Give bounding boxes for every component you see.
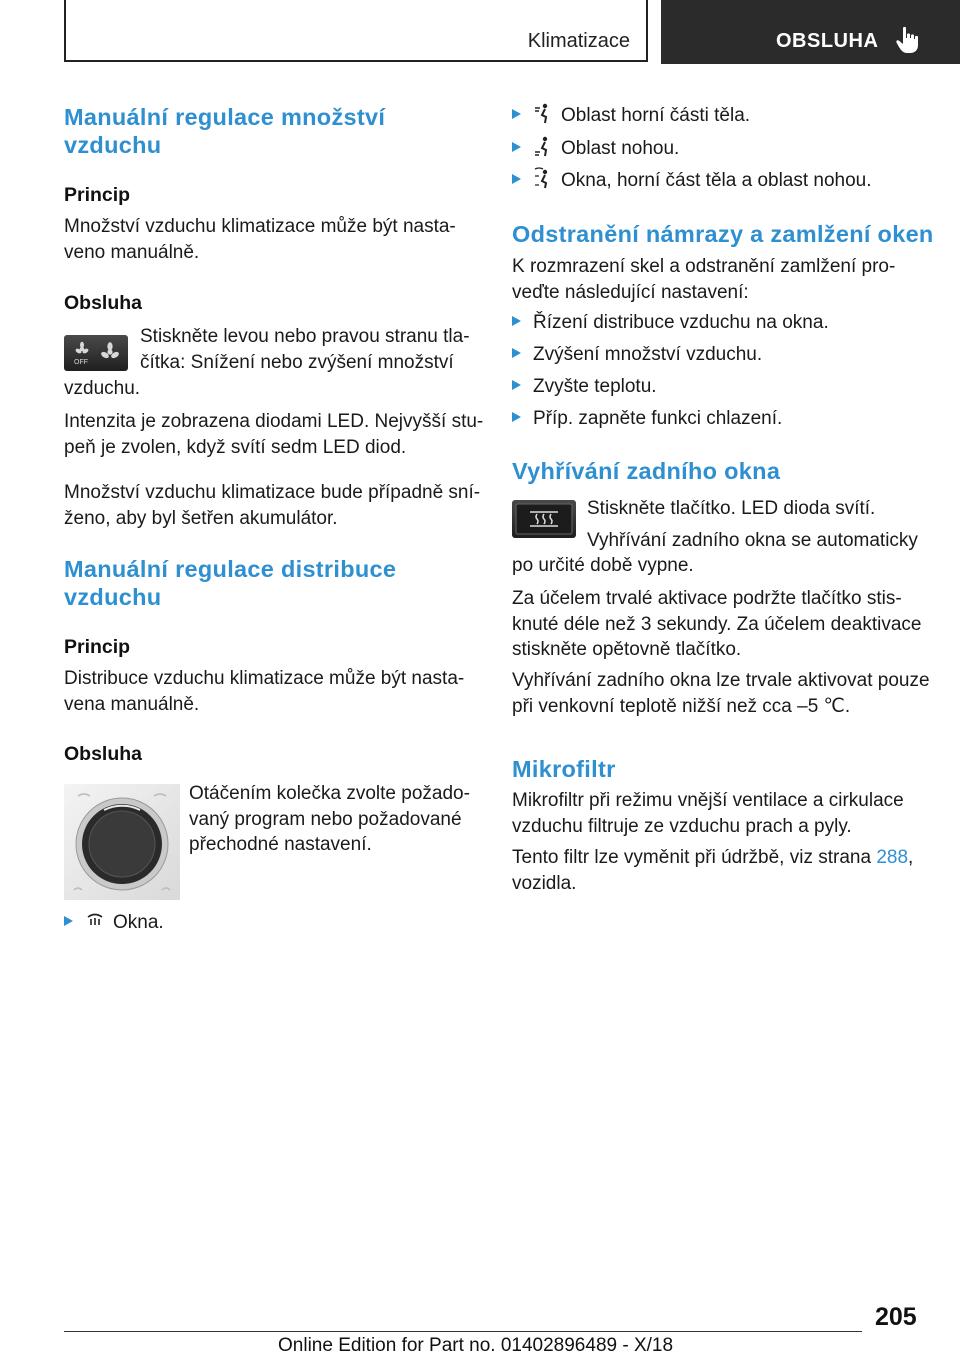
subheading-obsluha-1: Obsluha <box>64 292 143 314</box>
list-item-upper-body: Oblast horní části těla. <box>512 103 750 129</box>
paragraph-rear-1a: Stiskněte tlačítko. LED dioda svítí. Vyhřívání zadního okna se automaticky <box>587 498 918 551</box>
paragraph-princip-2: Distribuce vzduchu klimatizace může být nasta‐ vena manuálně. <box>64 668 465 715</box>
bullet-triangle-icon <box>64 916 73 926</box>
page-number: 205 <box>875 1303 917 1331</box>
windshield-airflow-icon <box>85 909 105 931</box>
footer-edition: Online Edition for Part no. 01402896489 - X/18 <box>278 1335 674 1356</box>
fan-off-label: OFF <box>74 359 88 366</box>
paragraph-obsluha-2: Otáčením kolečka zvolte požado‐ vaný program nebo požadované přechodné nastavení. <box>189 783 470 855</box>
fan-speed-button-image <box>64 335 128 371</box>
list-item-windows-body-feet: Okna, horní část těla a oblast nohou. <box>512 168 872 194</box>
fan-button-graphic <box>64 335 128 371</box>
paragraph-rear-1b: po určité době vypne. <box>512 555 694 576</box>
section-title: Klimatizace <box>527 30 630 52</box>
paragraph-microfilter-1: Mikrofiltr při režimu vnější ventilace a cirkulace vzduchu filtruje ze vzduchu prach a pyly. <box>512 790 904 837</box>
paragraph-rear-3: Vyhřívání zadního okna lze trvale aktivovat pouze při venkovní teplotě nižší než cca –5 ℃. <box>512 670 930 717</box>
list-item-defrost-step: Zvýšení množství vzduchu. <box>512 342 762 368</box>
page-reference-link[interactable]: 288 <box>876 847 909 868</box>
heading-microfilter: Mikrofiltr <box>512 756 616 782</box>
hand-pointer-icon <box>894 25 924 55</box>
heading-defrost: Odstranění námrazy a zamlžení oken <box>512 221 934 247</box>
knob-graphic <box>64 784 180 900</box>
heading-air-quantity-line1: Manuální regulace množství <box>64 104 386 130</box>
page-header <box>0 0 960 66</box>
heading-air-distribution: Manuální regulace distribuce vzduchu <box>64 556 397 610</box>
footer-divider <box>64 1331 862 1332</box>
paragraph-princip-1: Množství vzduchu klimatizace může být nasta‐ veno manuálně. <box>64 216 456 263</box>
distribution-knob-image <box>64 784 180 900</box>
paragraph-akumulator: Množství vzduchu klimatizace bude případně sní‐ ženo, aby byl šetřen akumulátor. <box>64 482 481 529</box>
heading-rear-window-heating: Vyhřívání zadního okna <box>512 458 781 484</box>
subheading-princip-2: Princip <box>64 636 131 658</box>
bullet-triangle-icon <box>512 412 521 422</box>
paragraph-rear-2: Za účelem trvalé aktivace podržte tlačítko stis‐ knuté déle než 3 sekundy. Za účelem deaktivace stiskněte opětovně tlačítko. <box>512 588 922 660</box>
bullet-triangle-icon <box>512 348 521 358</box>
list-item-defrost-step: Řízení distribuce vzduchu na okna. <box>512 310 829 336</box>
bullet-triangle-icon <box>512 174 521 184</box>
footwell-airflow-icon <box>533 135 553 157</box>
upper-body-airflow-icon <box>533 102 553 124</box>
heading-air-quantity <box>64 103 385 159</box>
list-item-defrost-step: Příp. zapněte funkci chlazení. <box>512 406 782 432</box>
chapter-title: OBSLUHA <box>776 30 879 52</box>
paragraph-intenzita: Intenzita je zobrazena diodami LED. Nejvyšší stu‐ peň je zvolen, když svítí sedm LED diod. <box>64 411 484 458</box>
paragraph-defrost: K rozmrazení skel a odstranění zamlžení pro‐ veďte následující nastavení: <box>512 256 896 303</box>
subheading-obsluha-2: Obsluha <box>64 743 143 765</box>
list-item-footwell: Oblast nohou. <box>512 136 679 162</box>
bullet-triangle-icon <box>512 316 521 326</box>
list-item-okna <box>64 910 164 936</box>
section-header-box <box>64 0 648 62</box>
subheading-princip-1: Princip <box>64 184 131 206</box>
heading-air-quantity-line2: vzduchu <box>64 132 162 158</box>
windows-body-feet-airflow-icon <box>533 167 553 189</box>
bullet-triangle-icon <box>512 109 521 119</box>
bullet-triangle-icon <box>512 380 521 390</box>
rear-defrost-icon <box>512 500 576 538</box>
bullet-triangle-icon <box>512 142 521 152</box>
list-item-okna-text: Okna. <box>113 912 164 933</box>
paragraph-obsluha-1b: vzduchu. <box>64 378 141 399</box>
list-item-defrost-step: Zvyšte teplotu. <box>512 374 657 400</box>
chapter-tab <box>661 0 960 64</box>
paragraph-microfilter-2: Tento filtr lze vyměnit při údržbě, viz strana 288, vozidla. <box>512 847 914 894</box>
rear-window-heating-button-image <box>512 500 576 538</box>
paragraph-obsluha-1a: Stiskněte levou nebo pravou stranu tla‐ čítka: Snížení nebo zvýšení množství <box>140 326 470 373</box>
